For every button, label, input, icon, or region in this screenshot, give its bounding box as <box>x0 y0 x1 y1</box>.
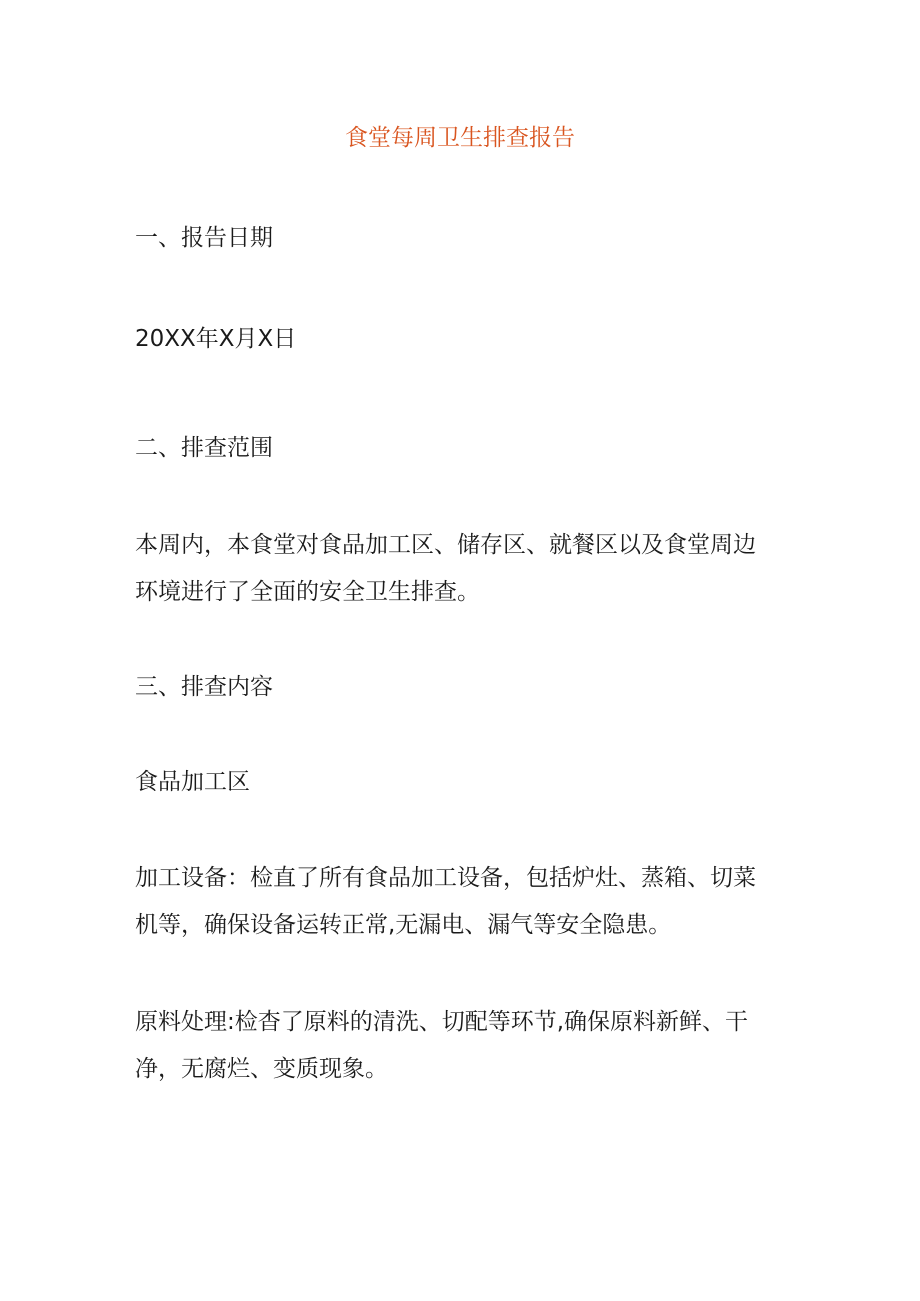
equipment-paragraph-line-2: 机等，确保设备运转正常,无漏电、漏气等安全隐患。 <box>135 912 672 938</box>
raw-material-paragraph-line-2: 净，无腐烂、变质现象。 <box>135 1056 388 1082</box>
scope-paragraph-line-2: 环境进行了全面的安全卫生排查。 <box>135 579 480 605</box>
report-date-value: 20XX年X月X日 <box>135 326 297 352</box>
section-heading-content: 三、排查内容 <box>135 674 273 700</box>
subheading-food-processing-area: 食品加工区 <box>135 769 250 795</box>
section-heading-scope: 二、排查范围 <box>135 435 273 461</box>
equipment-paragraph-line-1: 加工设备：检直了所有食品加工设备，包括炉灶、蒸箱、切菜 <box>135 865 756 891</box>
scope-paragraph-line-1: 本周内，本食堂对食品加工区、储存区、就餐区以及食堂周边 <box>135 532 756 558</box>
section-heading-report-date: 一、报告日期 <box>135 225 273 251</box>
document-title: 食堂每周卫生排查报告 <box>345 125 575 151</box>
raw-material-paragraph-line-1: 原料处理:检杳了原料的清洗、切配等环节,确保原料新鲜、干 <box>135 1009 749 1035</box>
